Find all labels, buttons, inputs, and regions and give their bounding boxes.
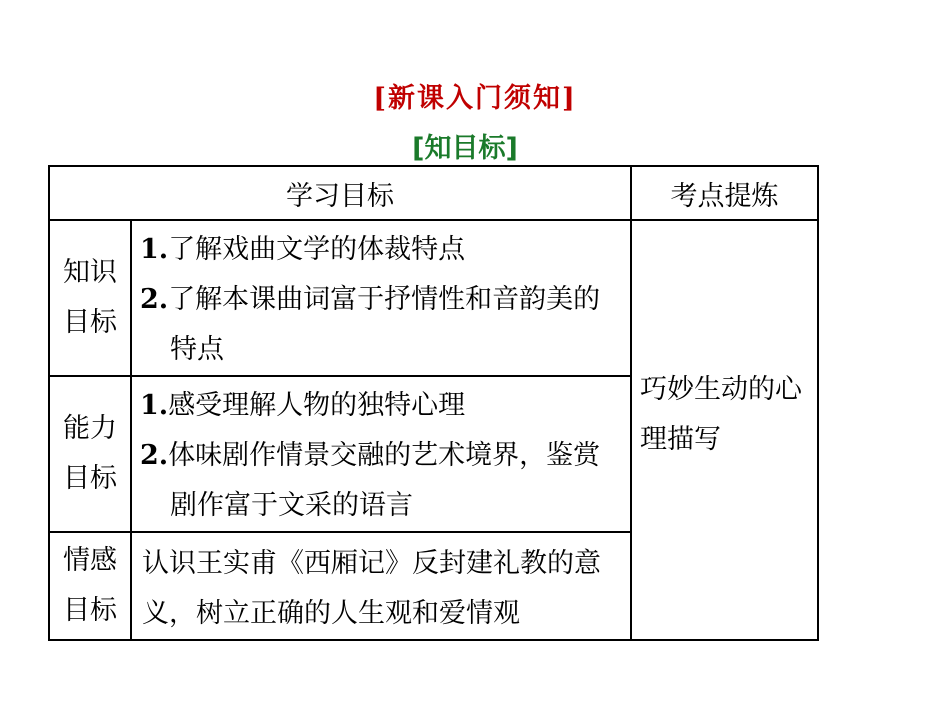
- key-point-text: 巧妙生动的心理描写: [640, 374, 802, 455]
- header-key-points: 考点提炼: [631, 166, 818, 220]
- category-knowledge: [49, 220, 131, 376]
- knowledge-items: [131, 220, 631, 376]
- list-item: 2.了解本课曲词富于抒情性和音韵美的特点: [140, 284, 601, 365]
- emotion-text: 认识王实甫《西厢记》反封建礼教的意义，树立正确的人生观和爱情观: [131, 532, 631, 640]
- table-header-row: [49, 166, 818, 220]
- goals-table: [48, 165, 819, 641]
- header-study-goals: 学习目标: [49, 166, 631, 220]
- table-row-knowledge: [49, 220, 818, 376]
- subsection-title: [知目标]: [412, 133, 518, 164]
- list-item: 1.感受理解人物的独特心理: [140, 390, 466, 421]
- category-ability: [49, 376, 131, 532]
- list-item: 2.体味剧作情景交融的艺术境界，鉴赏剧作富于文采的语言: [140, 440, 601, 521]
- category-emotion: [49, 532, 131, 640]
- category-knowledge-label: 知识 目标: [63, 257, 117, 338]
- ability-items: [131, 376, 631, 532]
- category-ability-label: 能力 目标: [63, 413, 117, 494]
- section-title: [新课入门须知]: [373, 83, 577, 114]
- key-point-cell: [631, 220, 818, 640]
- category-emotion-label: 情感 目标: [63, 545, 117, 626]
- list-item: 1.了解戏曲文学的体裁特点: [140, 234, 466, 265]
